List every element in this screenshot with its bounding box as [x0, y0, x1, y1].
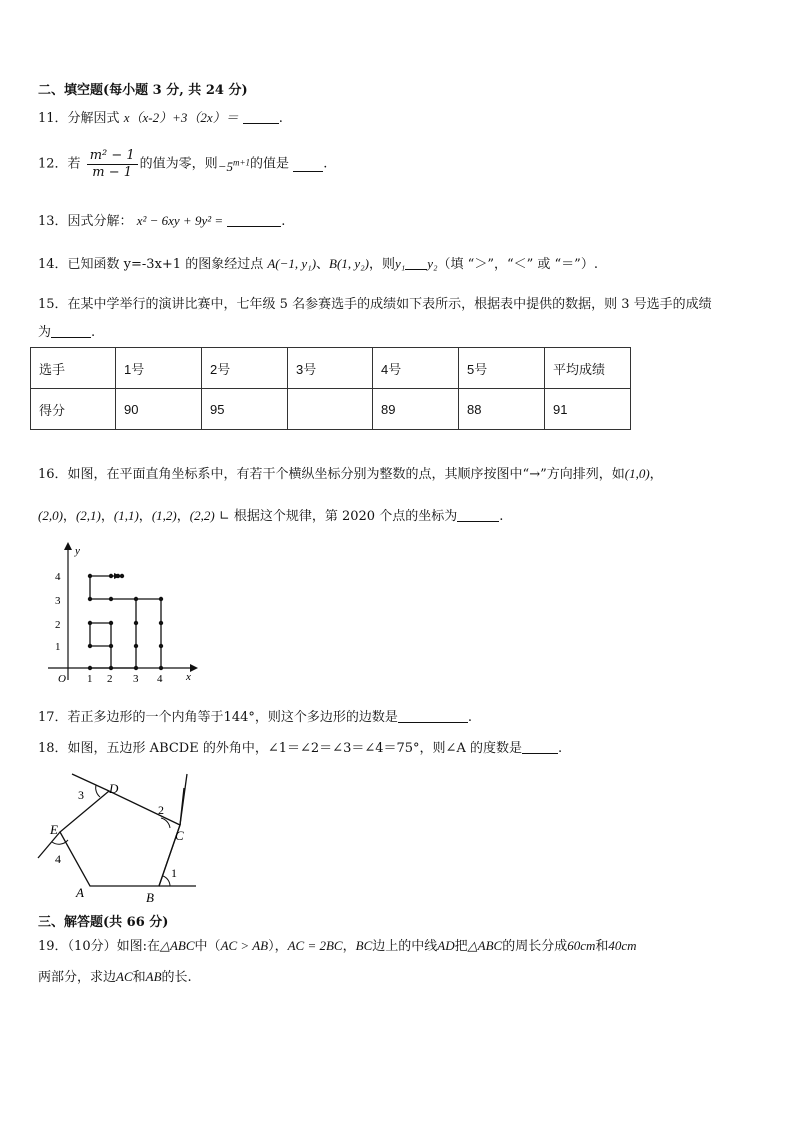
answer-blank[interactable] — [405, 256, 427, 270]
vertex-label: D — [109, 781, 119, 796]
question-17: 17．若正多边形的一个内角等于144°，则这个多边形的边数是 . — [38, 710, 473, 725]
table-cell: 91 — [545, 389, 631, 430]
x-axis-label: x — [186, 671, 191, 683]
question-19-line-2: 两部分，求边AC和AB的长. — [38, 969, 192, 985]
section-title-fill-in: 二、填空题(每小题 3 分, 共 24 分) — [38, 83, 248, 98]
question-15-line-1: 15．在某中学举行的演讲比赛中，七年级 5 名参赛选手的成绩如下表所示，根据表中提供的数据，则 3 号选手的成绩 — [38, 297, 712, 312]
question-number: 12． — [38, 156, 68, 172]
vertex-label: B — [146, 890, 154, 905]
answer-blank[interactable] — [293, 158, 323, 172]
angle-arc-1 — [163, 876, 170, 886]
table-cell: 得分 — [31, 389, 116, 430]
figure-16-coordinate-plane — [44, 540, 200, 686]
question-number: 18． — [38, 741, 68, 756]
y-tick-label: 2 — [55, 619, 61, 631]
x-tick-label: 1 — [87, 673, 93, 685]
angle-label: 4 — [55, 852, 61, 866]
question-13: 13．因式分解： x² − 6xy + 9y² = . — [38, 213, 286, 229]
point-b: B(1, y₂) — [329, 256, 369, 271]
math-expression: x（x-2）+3（2x）＝ — [123, 110, 239, 125]
table-cell: 1号 — [116, 348, 202, 389]
answer-blank[interactable] — [398, 709, 468, 723]
question-text: 分解因式 — [67, 111, 120, 126]
answer-blank[interactable] — [51, 324, 91, 338]
question-number: 17． — [38, 710, 68, 725]
table-cell: 2号 — [202, 348, 288, 389]
question-number: 19． — [38, 939, 68, 954]
answer-blank[interactable] — [457, 508, 499, 522]
y-tick-label: 1 — [55, 641, 61, 653]
section-title-solutions: 三、解答题(共 66 分) — [38, 915, 169, 930]
y-axis-arrow-icon — [64, 542, 72, 550]
table-cell: 3号 — [288, 348, 373, 389]
x-tick-label: 3 — [133, 673, 139, 685]
vertex-label: A — [76, 885, 84, 900]
table-cell: 89 — [373, 389, 459, 430]
angle-arc-4 — [52, 840, 68, 844]
x-axis-arrow-icon — [190, 664, 198, 672]
table-cell — [288, 389, 373, 430]
table-cell: 5号 — [459, 348, 545, 389]
spiral-path-outer — [136, 599, 161, 668]
fraction-denominator: m − 1 — [92, 165, 133, 180]
question-number: 11． — [38, 111, 68, 126]
table-cell: 90 — [116, 389, 202, 430]
question-number: 15． — [38, 297, 68, 312]
answer-blank[interactable] — [522, 740, 558, 754]
score-table — [30, 347, 631, 430]
extension-line-c — [180, 774, 187, 825]
math-expression: $-5^{m+1}$ — [217, 157, 251, 174]
math-expression: x² − 6xy + 9y² = — [136, 213, 224, 228]
figure-18-pentagon — [34, 766, 204, 908]
question-19-line-1: 19．（10分）如图:在△ABC中（AC > AB），AC = 2BC，BC边上的中线AD把△ABC的周长分成60cm和40cm — [38, 938, 637, 954]
question-14: 14．已知函数 y=-3x+1 的图象经过点 A(−1, y₁)、B(1, y₂)，则y₁ y₂（填 “＞”，“＜” 或 “＝”）. — [38, 256, 598, 272]
question-11: 11．分解因式 x（x-2）+3（2x）＝ . — [38, 110, 283, 126]
x-tick-label: 2 — [107, 673, 113, 685]
vertex-label: C — [175, 828, 184, 843]
x-tick-label: 4 — [157, 673, 163, 685]
question-12: 12．若 $\frac{\text{m² − 1}}{m - 1}$ 的值为零，则$-5^{m+1}$的值是 . — [38, 148, 328, 180]
question-15-line-2: 为 . — [38, 325, 96, 340]
table-row — [31, 389, 631, 430]
table-cell: 88 — [459, 389, 545, 430]
table-cell: 平均成绩 — [545, 348, 631, 389]
angle-label: 3 — [78, 788, 84, 802]
question-number: 14． — [38, 257, 68, 272]
y-axis-label: y — [75, 545, 80, 557]
point-a: A(−1, y₁) — [267, 256, 317, 271]
table-cell: 4号 — [373, 348, 459, 389]
angle-label: 2 — [158, 803, 164, 817]
spiral-path — [90, 576, 136, 668]
y-tick-label: 3 — [55, 595, 61, 607]
fraction — [87, 148, 138, 181]
table-cell: 选手 — [31, 348, 116, 389]
origin-label: O — [58, 673, 66, 685]
answer-blank[interactable] — [243, 110, 279, 124]
table-cell: 95 — [202, 389, 288, 430]
vertex-label: E — [50, 822, 58, 837]
y-tick-label: 4 — [55, 571, 61, 583]
question-16-line-2: (2,0)，(2,1)，(1,1)，(1,2)，(2,2) ∟ 根据这个规律，第 2020 个点的坐标为 . — [38, 508, 504, 524]
table-header-row — [31, 348, 631, 389]
angle-label: 1 — [171, 866, 177, 880]
fraction-numerator: m² − 1 — [87, 148, 138, 165]
question-16-line-1: 16．如图，在平面直角坐标系中，有若干个横纵坐标分别为整数的点，其顺序按图中“→”方向排列，如(1,0)， — [38, 466, 663, 482]
question-18: 18．如图，五边形 ABCDE 的外角中，∠1＝∠2＝∠3＝∠4＝75°，则∠A 的度数是 . — [38, 741, 563, 756]
answer-blank[interactable] — [227, 213, 281, 227]
question-number: 13． — [38, 214, 68, 229]
question-number: 16． — [38, 467, 68, 482]
lattice-points — [88, 574, 163, 670]
